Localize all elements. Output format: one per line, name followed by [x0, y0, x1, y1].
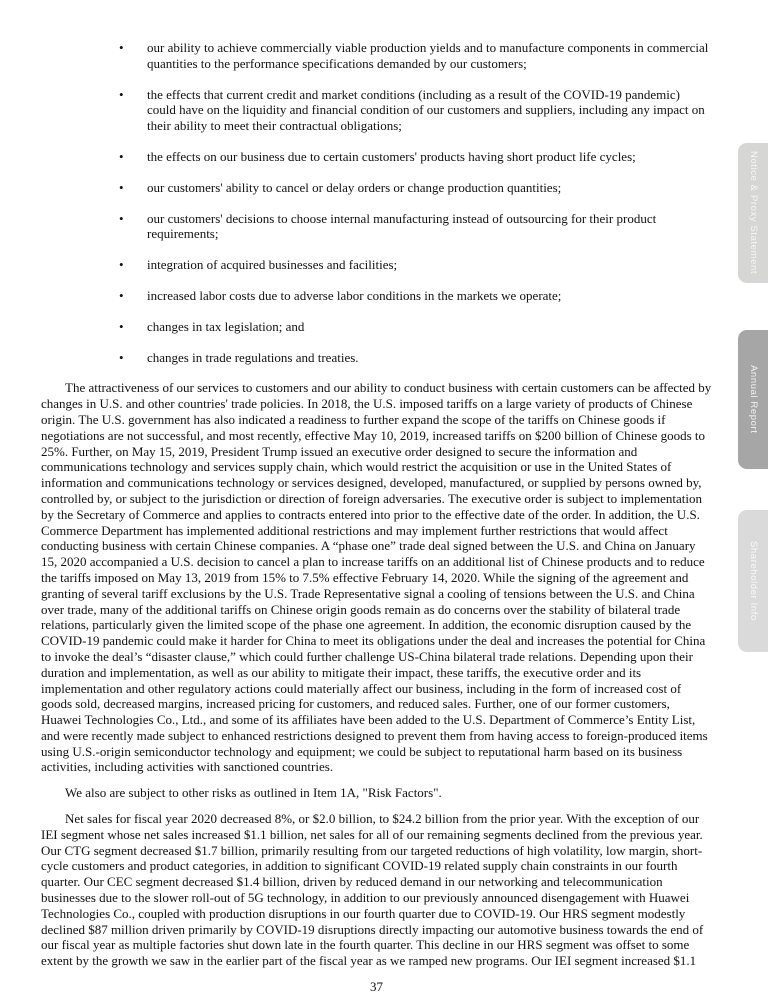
bullet-marker: •	[119, 349, 124, 365]
bullet-text: the effects that current credit and market conditions (including as a result of the COVID-19 pandemic) could have on the liquidity and financial condition of our customers and suppliers, including any impact on their ability to meet their contractual obligations;	[147, 86, 705, 134]
bullet-marker: •	[119, 179, 124, 195]
bullet-text: increased labor costs due to adverse labor conditions in the markets we operate;	[147, 287, 562, 303]
paragraph-other-risks: We also are subject to other risks as outlined in Item 1A, "Risk Factors".	[65, 785, 442, 801]
bullet-item	[41, 288, 712, 304]
bullet-item	[41, 211, 712, 243]
bullet-text: integration of acquired businesses and facilities;	[147, 257, 398, 273]
bullet-item	[41, 257, 712, 273]
bullet-item	[41, 180, 712, 196]
paragraph-trade-policies: The attractiveness of our services to customers and our ability to conduct business with certain customers can be affected by changes in U.S. and other countries' trade policies. In 2018, the U.S. imposed tariffs on a large variety of products of Chinese origin. The U.S. government has also indicated a readiness to further expand the scope of the tariffs on Chinese goods if negotiations are not successful, and most recently, effective May 10, 2019, increased tariffs on $200 billion of Chinese goods to 25%. Further, on May 15, 2019, President Trump issued an executive order designed to secure the information and communications technology and services supply chain, which would restrict the acquisition or use in the United States of information and communications technology or services designed, developed, manufactured, or supplied by persons owned by, controlled by, or subject to the jurisdiction or direction of foreign adversaries. The executive order is subject to implementation by the Secretary of Commerce and applies to contracts entered into prior to the effective date of the order. In addition, the U.S. Commerce Department has implemented additional restrictions and may implement further restrictions that would affect conducting business with certain Chinese companies. A “phase one” trade deal signed between the U.S. and China on January 15, 2020 accompanied a U.S. decision to cancel a plan to increase tariffs on an additional list of Chinese products and to reduce the tariffs imposed on May 13, 2019 from 15% to 7.5% effective February 14, 2020. While the signing of the agreement and granting of several tariff exclusions by the U.S. Trade Representative signal a cooling of tensions between the U.S. and China over trade, many of the additional tariffs on Chinese origin goods remain as do concerns over the stability of bilateral trade relations, particularly given the limited scope of the phase one agreement. In addition, the economic disruption caused by the COVID-19 pandemic could make it harder for China to meet its obligations under the deal and increases the potential for China to invoke the deal’s “disaster clause,” which could further challenge US-China bilateral trade relations. Depending upon their duration and implementation, as well as our ability to mitigate their impact, these tariffs, the executive order and its implementation and other regulatory actions could materially affect our business, including in the form of increased cost of goods sold, decreased margins, increased pricing for customers, and reduced sales. Further, one of our former customers, Huawei Technologies Co., Ltd., and some of its affiliates have been added to the U.S. Department of Commerce’s Entity List, and were recently made subject to enhanced restrictions designed to prevent them from having access to foreign-produced items using U.S.-origin semiconductor technology and equipment; we could be subject to reputational harm based on its business activities, including activities with sanctioned countries.	[41, 380, 712, 775]
side-tab-notice-proxy-statement: Notice & Proxy Statement	[738, 143, 768, 283]
bullet-marker: •	[119, 210, 124, 226]
bullet-item	[41, 350, 712, 366]
bullet-item	[41, 87, 712, 134]
bullet-text: our customers' ability to cancel or delay orders or change production quantities;	[147, 179, 562, 195]
bullet-text: changes in tax legislation; and	[147, 318, 305, 334]
bullet-marker: •	[119, 40, 124, 55]
side-tab-annual-report: Annual Report	[738, 330, 768, 469]
bullet-marker: •	[119, 287, 124, 303]
bullet-marker: •	[119, 86, 124, 102]
bullet-text: our customers' decisions to choose internal manufacturing instead of outsourcing for their product requirements;	[147, 210, 657, 242]
bullet-text: our ability to achieve commercially viable production yields and to manufacture components in commercial quantities to the performance specifications demanded by our customers;	[147, 40, 709, 71]
page-number: 37	[370, 979, 383, 995]
risk-bullet-list	[41, 40, 712, 365]
bullet-item	[41, 149, 712, 165]
bullet-item	[41, 40, 712, 72]
bullet-text: changes in trade regulations and treaties.	[147, 349, 359, 365]
bullet-marker: •	[119, 318, 124, 334]
bullet-marker: •	[119, 148, 124, 164]
bullet-item	[41, 319, 712, 335]
bullet-marker: •	[119, 257, 124, 273]
paragraph-net-sales: Net sales for fiscal year 2020 decreased 8%, or $2.0 billion, to $24.2 billion from the prior year. With the exception of our IEI segment whose net sales increased $1.1 billion, net sales for all of our remaining segments declined from the previous year. Our CTG segment decreased $1.7 billion, primarily resulting from our targeted reductions of high volatility, low margin, short-cycle customers and product categories, in addition to significant COVID-19 related supply chain constraints in our fourth quarter. Our CEC segment decreased $1.4 billion, driven by reduced demand in our networking and telecommunication businesses due to the slower roll-out of 5G technology, in addition to our previously announced disengagement with Huawei Technologies Co., coupled with production disruptions in our fourth quarter due to COVID-19. Our HRS segment modestly declined $87 million driven primarily by COVID-19 disruptions directly impacting our automotive business towards the end of our fiscal year as multiple factories shut down late in the fourth quarter. This decline in our HRS segment was offset to some extent by the growth we saw in the earlier part of the fiscal year as we ramped new programs. Our IEI segment increased $1.1	[41, 811, 704, 969]
side-tab-shareholder-info: Shareholder Info	[738, 510, 768, 652]
bullet-text: the effects on our business due to certain customers' products having short product life cycles;	[147, 148, 636, 164]
